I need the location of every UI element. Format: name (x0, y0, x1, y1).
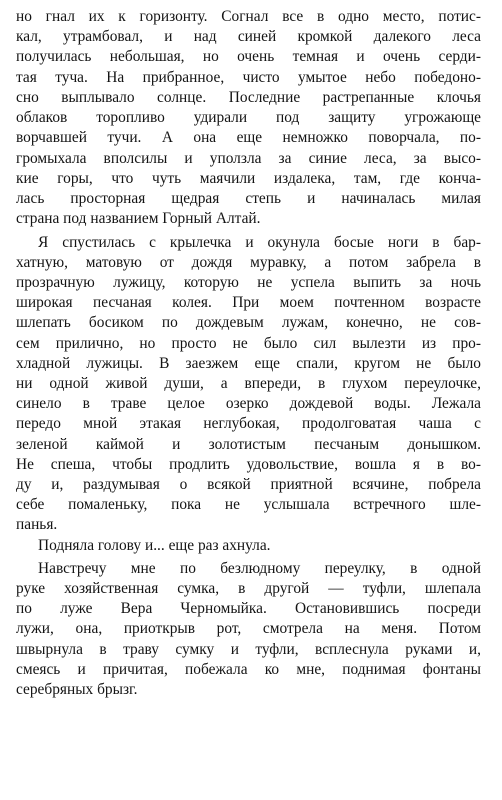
text-line: кие горы, что чуть маячили издалека, там, где конча- (16, 170, 481, 187)
text-line: руке хозяйственная сумка, в другой — туфли, шлепала (16, 580, 481, 597)
text-line: но гнал их к горизонту. Согнал все в одно место, потис- (16, 8, 481, 25)
text-line: сно выплывало солнце. Последние растрепанные клочья (16, 89, 481, 106)
text-line: панья. (16, 516, 58, 533)
text-line: страна под названием Горный Алтай. (16, 210, 261, 227)
text-line: Не спеша, чтобы продлить удовольствие, вошла я в во- (16, 456, 481, 473)
text-line: Я спустилась с крылечка и окунула босые ноги в бар- (38, 234, 481, 251)
text-line: получилась небольшая, но очень темная и очень серди- (16, 48, 481, 65)
text-line: себе помаленьку, пока не услышала встречного шле- (16, 496, 481, 513)
text-line: синело в траве целое озерко дождевой воды. Лежала (16, 395, 481, 412)
text-line: хладной лужицы. В заезжем еще спали, кругом не было (16, 355, 481, 372)
text-line: Навстречу мне по безлюдному переулку, в одной (38, 560, 481, 577)
text-line: хатную, матовую от дождя муравку, а потом забрела в (16, 254, 481, 271)
text-line: громыхала вполсилы и уползла за синие леса, за высо- (16, 150, 481, 167)
text-line: передо мной этакая неглубокая, продолговатая чаша с (16, 415, 481, 432)
text-line: облаков торопливо удирали под защиту угрожающе (16, 109, 481, 126)
text-line: по луже Вера Черномыйка. Остановившись посреди (16, 600, 481, 617)
text-line: лужи, она, приоткрыв рот, смотрела на меня. Потом (16, 620, 481, 637)
text-line: Подняла голову и... еще раз ахнула. (38, 537, 271, 554)
text-line: тая туча. На прибранное, чисто умытое небо победоно- (16, 69, 481, 86)
text-line: шлепать босиком по дождевым лужам, конечно, не сов- (16, 314, 481, 331)
text-line: кал, утрамбовал, и над синей кромкой далекого леса (16, 28, 481, 45)
text-line: зеленой каймой и золотистым песчаным донышком. (16, 436, 481, 453)
text-line: сем прилично, но просто не было сил вылезти из про- (16, 335, 481, 352)
text-line: лась просторная щедрая степь и начиналась милая (16, 190, 481, 207)
text-line: серебряных брызг. (16, 681, 138, 698)
text-line: ворчавшей тучи. А она еще немножко поворчала, по- (16, 129, 481, 146)
text-line: смеясь и причитая, побежала ко мне, поднимая фонтаны (16, 661, 481, 678)
text-line: прозрачную лужицу, которую не успела выпить за ночь (16, 274, 481, 291)
text-line: ни одной живой души, а впереди, в глухом переулочке, (16, 375, 481, 392)
text-line: ду и, раздумывая о всякой приятной всячине, побрела (16, 476, 481, 493)
text-line: широкая песчаная колея. При моем почтенном возрасте (16, 294, 481, 311)
text-line: швырнула в траву сумку и туфли, всплеснула руками и, (16, 641, 481, 658)
